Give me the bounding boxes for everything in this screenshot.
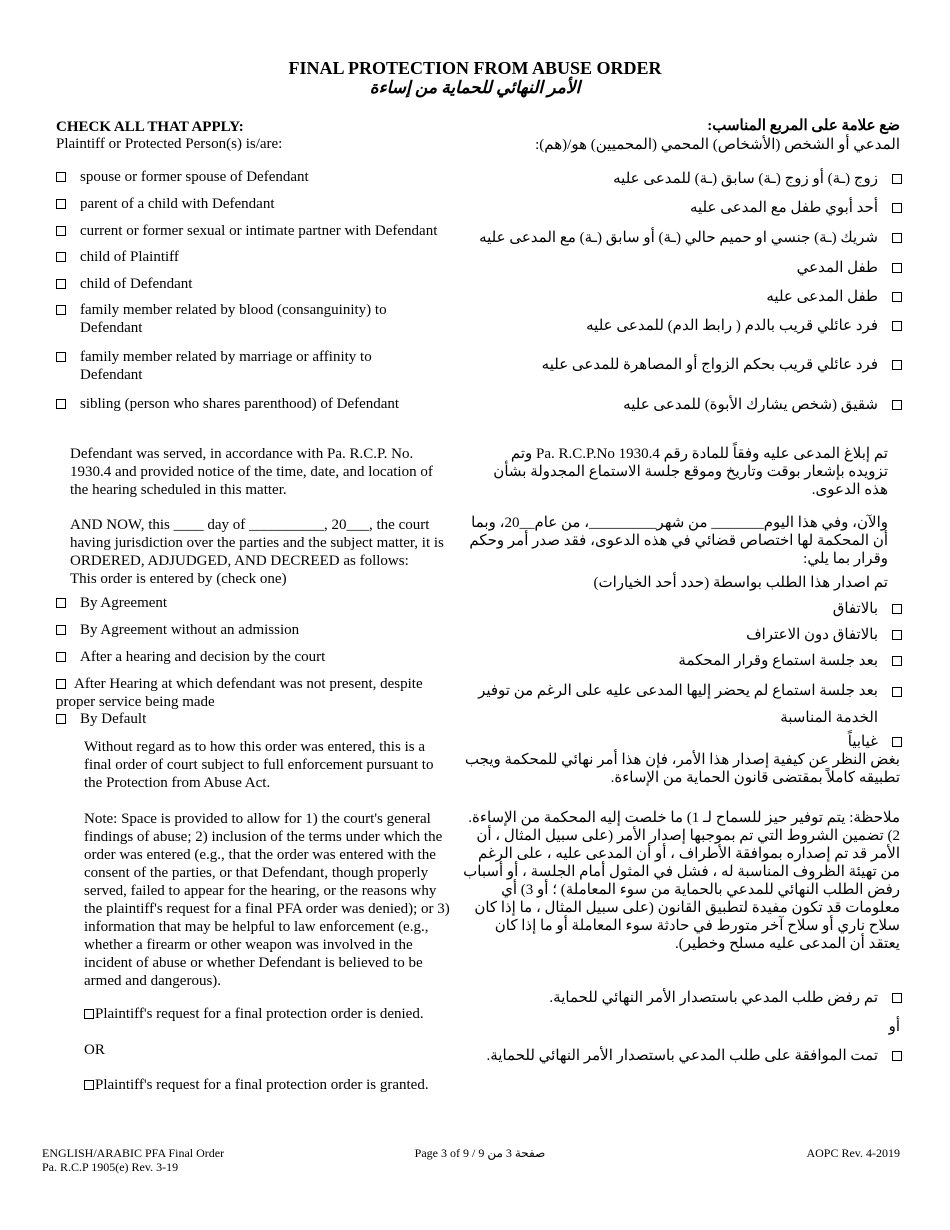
- checkbox[interactable]: [892, 737, 902, 747]
- checkbox[interactable]: [56, 625, 66, 635]
- checkbox[interactable]: [56, 352, 66, 362]
- relation-item-arabic: فرد عائلي قريب بحكم الزواج أو المصاهرة للمدعى عليه: [462, 356, 902, 374]
- checkbox[interactable]: [892, 400, 902, 410]
- checkbox[interactable]: [892, 203, 902, 213]
- final-order-notice-arabic: بغض النظر عن كيفية إصدار هذا الأمر، فإن هذا أمر نهائي للمحكمة ويجب تطبيقه كاملاً بمقتضى قانون الحماية من الإساءة.: [464, 752, 900, 786]
- order-option-arabic: بالاتفاق: [462, 600, 902, 618]
- request-denied-arabic: تم رفض طلب المدعي باستصدار الأمر النهائي للحماية.: [462, 989, 902, 1007]
- relation-item: spouse or former spouse of Defendant: [56, 168, 466, 186]
- page-title: FINAL PROTECTION FROM ABUSE ORDER: [288, 58, 662, 78]
- relation-item-arabic: شريك (ـة) جنسي او حميم حالي (ـة) أو سابق (ـة) مع المدعى عليه: [462, 229, 902, 247]
- checkbox[interactable]: [892, 321, 902, 331]
- or-label-arabic: أو: [888, 1019, 900, 1035]
- relation-item: family member related by blood (consanguinity) to Defendant: [56, 301, 416, 337]
- order-option-arabic: بعد جلسة استماع وقرار المحكمة: [462, 652, 902, 670]
- checkbox[interactable]: [56, 305, 66, 315]
- order-entered-by: This order is entered by (check one): [70, 571, 287, 587]
- relation-item-arabic: فرد عائلي قريب بالدم ( رابط الدم) للمدعى عليه: [462, 317, 902, 335]
- checkbox[interactable]: [56, 652, 66, 662]
- checkbox[interactable]: [56, 679, 66, 689]
- relation-item-arabic: طفل المدعى عليه: [462, 288, 902, 306]
- relation-item-arabic: طفل المدعي: [462, 259, 902, 277]
- checkbox[interactable]: [56, 598, 66, 608]
- checkbox[interactable]: [84, 1009, 94, 1019]
- footer-form-name: ENGLISH/ARABIC PFA Final Order: [42, 1146, 225, 1160]
- order-paragraph: AND NOW, this ____ day of __________, 20___, the court having jurisdiction over the parties and the subject matter, it is ORDERED, ADJUDGED, AND DECREED as follows:: [70, 517, 444, 569]
- order-option-arabic: بالاتفاق دون الاعتراف: [462, 626, 902, 644]
- checkbox[interactable]: [56, 226, 66, 236]
- order-option: By Agreement: [56, 594, 466, 612]
- relation-item: current or former sexual or intimate partner with Defendant: [56, 222, 466, 240]
- check-heading: CHECK ALL THAT APPLY:: [56, 119, 244, 135]
- checkbox[interactable]: [56, 252, 66, 262]
- checkbox[interactable]: [892, 263, 902, 273]
- relation-item: child of Defendant: [56, 275, 466, 293]
- checkbox[interactable]: [56, 279, 66, 289]
- relation-item: parent of a child with Defendant: [56, 195, 466, 213]
- order-option: After a hearing and decision by the court: [56, 648, 466, 666]
- checkbox[interactable]: [892, 1051, 902, 1061]
- relation-item-arabic: شقيق (شخص يشارك الأبوة) للمدعى عليه: [462, 396, 902, 414]
- page-title-arabic: الأمر النهائي للحماية من إساءة: [369, 78, 581, 97]
- service-paragraph: Defendant was served, in accordance with Pa. R.C.P. No. 1930.4 and provided notice of the time, date, and location of the hearing scheduled in this matter.: [70, 446, 433, 498]
- order-option-arabic: بعد جلسة استماع لم يحضر إليها المدعى عليه على الرغم من توفير الخدمة المناسبة: [472, 678, 902, 732]
- checkbox[interactable]: [892, 656, 902, 666]
- note-paragraph-arabic: ملاحظة: يتم توفير حيز للسماح لـ 1) ما خلصت إليه المحكمة من الإساءة. 2) تضمين الشروط التي تم بموجبها إصدار الأمر (على سبيل المثال ، أن الأمر قد تم إصداره بموافقة الأطراف ، أو أن المدعى عليه ، على الرغم من تهيئة الظروف المناسبة له ، فشل في المثول أمام الجلسة ، أو أسباب رفض الطلب النهائي للمدعي بالحماية من سوء المعاملة) ؛ أو 3) أي معلومات قد تكون مفيدة لتطبيق القانون (على سبيل المثال ، ما إذا كان سلاح ناري أو سلاح آخر متورط في حادثة سوء المعاملة أو ما إذا كان يعتقد أن المدعى عليه مسلح وخطير).: [463, 810, 900, 952]
- checkbox[interactable]: [56, 399, 66, 409]
- final-order-notice: Without regard as to how this order was entered, this is a final order of court subject to full enforcement pursuant to the Protection from Abuse Act.: [84, 739, 434, 791]
- checkbox[interactable]: [892, 233, 902, 243]
- order-option: By Agreement without an admission: [56, 621, 466, 639]
- checkbox[interactable]: [56, 199, 66, 209]
- checkbox[interactable]: [892, 630, 902, 640]
- order-option: By Default: [56, 710, 466, 728]
- request-granted: Plaintiff's request for a final protection order is granted.: [84, 1076, 464, 1094]
- request-granted-arabic: تمت الموافقة على طلب المدعي باستصدار الأمر النهائي للحماية.: [462, 1047, 902, 1065]
- order-paragraph-arabic: والآن، وفي هذا اليوم_______ من شهر_________، من عام__20، وبما أن المحكمة لها اختصاص قضائي في هذه الدعوى، فقد صدر أمر وحكم وقرار بما يلي:: [469, 515, 888, 567]
- relation-item-arabic: زوج (ـة) أو زوج (ـة) سابق (ـة) للمدعى عليه: [462, 170, 902, 188]
- order-option-arabic: غيابياً: [462, 733, 902, 751]
- relation-item: family member related by marriage or affinity to Defendant: [56, 348, 406, 384]
- service-paragraph-arabic: تم إبلاغ المدعى عليه وفقاً للمادة رقم Pa. R.C.P.No 1930.4 وتم تزويده بإشعار بوقت وتاريخ وموقع جلسة الاستماع المجدولة بشأن هذه الدعوى.: [493, 446, 888, 498]
- checkbox[interactable]: [892, 604, 902, 614]
- check-heading-arabic: ضع علامة على المربع المناسب:: [707, 118, 900, 134]
- checkbox[interactable]: [892, 360, 902, 370]
- request-denied: Plaintiff's request for a final protection order is denied.: [84, 1005, 464, 1023]
- relation-item-arabic: أحد أبوي طفل مع المدعى عليه: [462, 199, 902, 217]
- check-subheading-arabic: المدعي أو الشخص (الأشخاص) المحمي (المحميين) هو/(هم):: [535, 137, 900, 153]
- or-label: OR: [84, 1042, 105, 1058]
- checkbox[interactable]: [56, 172, 66, 182]
- footer-page-number: Page 3 of 9 / 9 صفحة 3 من: [414, 1146, 546, 1160]
- note-paragraph: Note: Space is provided to allow for 1) the court's general findings of abuse; 2) inclusion of the terms under which the order was entered (e.g., that the order was entered with the consent of the parties, or that Defendant, though properly served, failed to appear for the hearing, or the reasons why the plaintiff's request for a final PFA order was denied); or 3) information that may be helpful to law enforcement (e.g., whether a firearm or other weapon was involved in the incident of abuse or whether Defendant is believed to be armed and dangerous).: [84, 811, 450, 989]
- relation-item: sibling (person who shares parenthood) of Defendant: [56, 395, 466, 413]
- checkbox[interactable]: [56, 714, 66, 724]
- footer-rule-ref: Pa. R.C.P 1905(e) Rev. 3-19: [42, 1160, 179, 1174]
- relation-item: child of Plaintiff: [56, 248, 466, 266]
- checkbox[interactable]: [892, 292, 902, 302]
- checkbox[interactable]: [84, 1080, 94, 1090]
- checkbox[interactable]: [892, 687, 902, 697]
- order-option: After Hearing at which defendant was not present, despite proper service being made: [56, 676, 423, 710]
- check-subheading: Plaintiff or Protected Person(s) is/are:: [56, 136, 283, 152]
- footer-revision: AOPC Rev. 4-2019: [806, 1146, 900, 1160]
- checkbox[interactable]: [892, 993, 902, 1003]
- checkbox[interactable]: [892, 174, 902, 184]
- order-entered-by-arabic: تم اصدار هذا الطلب بواسطة (حدد أحد الخيارات): [593, 575, 888, 591]
